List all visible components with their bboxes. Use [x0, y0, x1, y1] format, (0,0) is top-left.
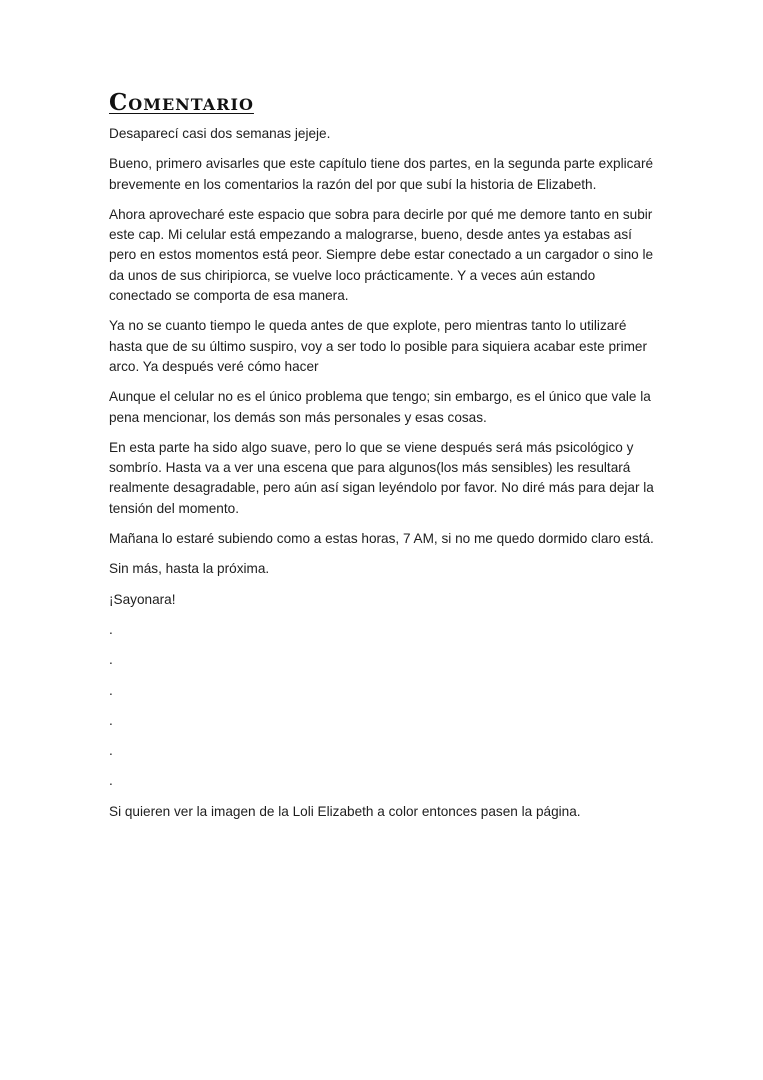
dot-separator: . [109, 682, 113, 698]
paragraph-6: En esta parte ha sido algo suave, pero lo que se viene después será más psicológico y sombrío. Hasta va a ver una escena que para algunos(los más sensibles) les resultará realmente desagradable, pero aún así sigan leyéndolo por favor. No diré más para dejar la tensión del momento. [109, 439, 654, 516]
dot-separator: . [109, 773, 113, 789]
paragraph-8: Sin más, hasta la próxima. [109, 561, 270, 577]
dot-separator: . [109, 743, 113, 759]
paragraph-1: Desaparecí casi dos semanas jejeje. [109, 126, 331, 141]
dot-separator: . [109, 652, 113, 668]
paragraph-4: Ya no se cuanto tiempo le queda antes de que explote, pero mientras tanto lo utilizaré hasta que de su último suspiro, voy a ser todo lo posible para siquiera acabar este primer arco. Ya después veré cómo hacer [109, 318, 648, 374]
paragraph-3: Ahora aprovecharé este espacio que sobra para decirle por qué me demore tanto en subir este cap. Mi celular está empezando a malograrse, bueno, desde antes ya estabas así pero en estos momentos está peor. Siempre debe estar conectado a un cargador o sino le da unos de sus chiripiorca, se vuelve loco prácticamente. Y a veces aún estando conectado se comporta de esa manera. [109, 206, 654, 304]
dot-separator: . [109, 621, 113, 637]
dot-separator: . [109, 712, 113, 728]
document-page [109, 88, 657, 832]
page-heading: Comentario [109, 89, 254, 116]
closing-paragraph: Si quieren ver la imagen de la Loli Elizabeth a color entonces pasen la página. [109, 803, 581, 819]
paragraph-5: Aunque el celular no es el único problema que tengo; sin embargo, es el único que vale la pena mencionar, los demás son más personales y esas cosas. [109, 389, 651, 425]
paragraph-2: Bueno, primero avisarles que este capítulo tiene dos partes, en la segunda parte explicaré brevemente en los comentarios la razón del por que subí la historia de Elizabeth. [109, 156, 654, 192]
paragraph-7: Mañana lo estaré subiendo como a estas horas, 7 AM, si no me quedo dormido claro está. [109, 531, 654, 547]
paragraph-9: ¡Sayonara! [109, 591, 176, 607]
